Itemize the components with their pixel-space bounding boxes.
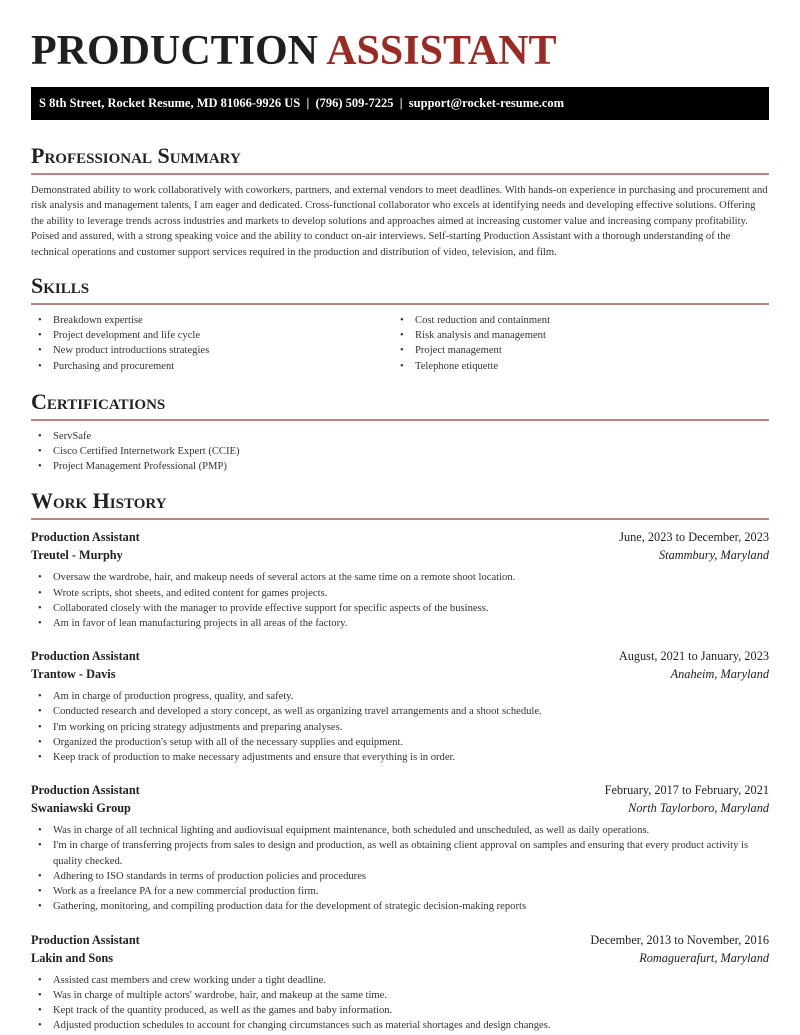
skills-right-list [393,313,755,374]
skill-item: • Breakdown expertise [31,313,393,328]
job-bullet: • Gathering, monitoring, and compiling production data for the development of strategic decision-making reports [31,899,769,914]
title-first: PRODUCTION [31,28,319,74]
certification-item: • Project Management Professional (PMP) [31,459,769,474]
job-bullet: • Assisted cast members and crew working under a tight deadline. [31,973,769,988]
job-location: Stammbury, Maryland [659,548,769,563]
job-dates: December, 2013 to November, 2016 [590,932,769,947]
resume-title [31,0,769,74]
title-second: ASSISTANT [326,28,557,74]
job-entry [31,528,769,631]
job-location: Anaheim, Maryland [670,667,769,682]
job-title: Production Assistant [31,783,140,798]
work-history-section [31,488,769,1033]
job-entry [31,931,769,1034]
job-company: Lakin and Sons [31,950,114,965]
job-bullet: • Kept track of the quantity produced, as well as the games and baby information. [31,1003,769,1018]
summary-section [31,143,769,260]
skill-item: • Purchasing and procurement [31,359,393,374]
job-bullet: • Organized the production's setup with all of the necessary supplies and equipment. [31,735,769,750]
job-bullet: • Collaborated closely with the manager to provide effective support for specific aspects of the business. [31,601,769,616]
skill-item: • Cost reduction and containment [393,313,755,328]
job-company: Swaniawski Group [31,801,131,816]
section-divider [31,419,769,421]
job-company: Trantow - Davis [31,667,116,682]
certification-item: • ServSafe [31,429,769,444]
job-bullet: • Was in charge of multiple actors' wardrobe, hair, and makeup at the same time. [31,988,769,1003]
job-bullets [31,823,769,914]
job-location: Romaguerafurt, Maryland [639,950,769,965]
job-bullet: • Work as a freelance PA for a new commercial production firm. [31,884,769,899]
skills-columns [31,313,769,374]
job-company: Treutel - Murphy [31,548,123,563]
contact-bar: S 8th Street, Rocket Resume, MD 81066-9926 US | (796) 509-7225 | support@rocket-resume.com [31,87,769,120]
skill-item: • Risk analysis and management [393,328,755,343]
job-bullet: • I'm working on pricing strategy adjustments and preparing analyses. [31,720,769,735]
job-bullet: • I'm in charge of transferring projects from sales to design and production, as well as obtaining client approval on samples and ensuring that every product activity is quality checked. [31,838,769,868]
job-bullets [31,689,769,765]
job-dates: February, 2017 to February, 2021 [604,783,769,798]
job-title: Production Assistant [31,649,140,664]
skill-item: • Project management [393,343,755,358]
section-heading: Work History [31,488,167,514]
section-divider [31,518,769,520]
job-dates: August, 2021 to January, 2023 [618,649,769,664]
job-bullet: • Adhering to ISO standards in terms of production policies and procedures [31,869,769,884]
section-heading: Skills [31,273,90,299]
job-entry [31,781,769,914]
skill-item: • Project development and life cycle [31,328,393,343]
job-bullet: • Adjusted production schedules to account for changing circumstances such as material shortages and design changes. [31,1018,769,1033]
job-bullet: • Conducted research and developed a story concept, as well as organizing travel arrangements and a shoot schedule. [31,704,769,719]
job-bullet: • Was in charge of all technical lighting and audiovisual equipment maintenance, both scheduled and unscheduled, as well as daily operations. [31,823,769,838]
resume-page [31,0,769,1033]
job-location: North Taylorboro, Maryland [628,801,769,816]
skills-left-list [31,313,393,374]
job-title: Production Assistant [31,932,140,947]
skills-section [31,273,769,374]
section-divider [31,173,769,175]
job-bullet: • Oversaw the wardrobe, hair, and makeup needs of several actors at the same time on a remote shoot location. [31,570,769,585]
summary-text: Demonstrated ability to work collaboratively with coworkers, partners, and external vendors to meet deadlines. With hands-on experience in purchasing and procurement and risk analysis and management talents, I am eager and dedicated. Cross-functional collaborator who excels at identifying needs and developing effective solutions. Offering the ability to leverage trends across industries and markets to develop solutions and approaches aimed at increasing customer value and increasing company profitability. Poised and assured, with a strong speaking voice and the ability to conduct on-air interviews. Self-starting Production Assistant with a thorough understanding of the technical operations and customer support services required in the production and distribution of video, television, and film. [31,185,768,258]
certification-item: • Cisco Certified Internetwork Expert (CCIE) [31,444,769,459]
job-entry [31,647,769,765]
skill-item: • Telephone etiquette [393,359,755,374]
skill-item: • New product introductions strategies [31,343,393,358]
job-bullets [31,973,769,1034]
job-bullet: • Am in charge of production progress, quality, and safety. [31,689,769,704]
certifications-list [31,429,769,475]
job-bullet: • Am in favor of lean manufacturing projects in all areas of the factory. [31,616,769,631]
job-bullet: • Wrote scripts, shot sheets, and edited content for games projects. [31,586,769,601]
section-heading: Professional Summary [31,143,241,168]
certifications-section [31,389,769,475]
job-bullet: • Keep track of production to make necessary adjustments and ensure that everything is in order. [31,750,769,765]
job-title: Production Assistant [31,530,140,545]
section-divider [31,303,769,305]
section-heading: Certifications [31,388,166,414]
job-dates: June, 2023 to December, 2023 [619,530,769,545]
job-bullets [31,570,769,631]
